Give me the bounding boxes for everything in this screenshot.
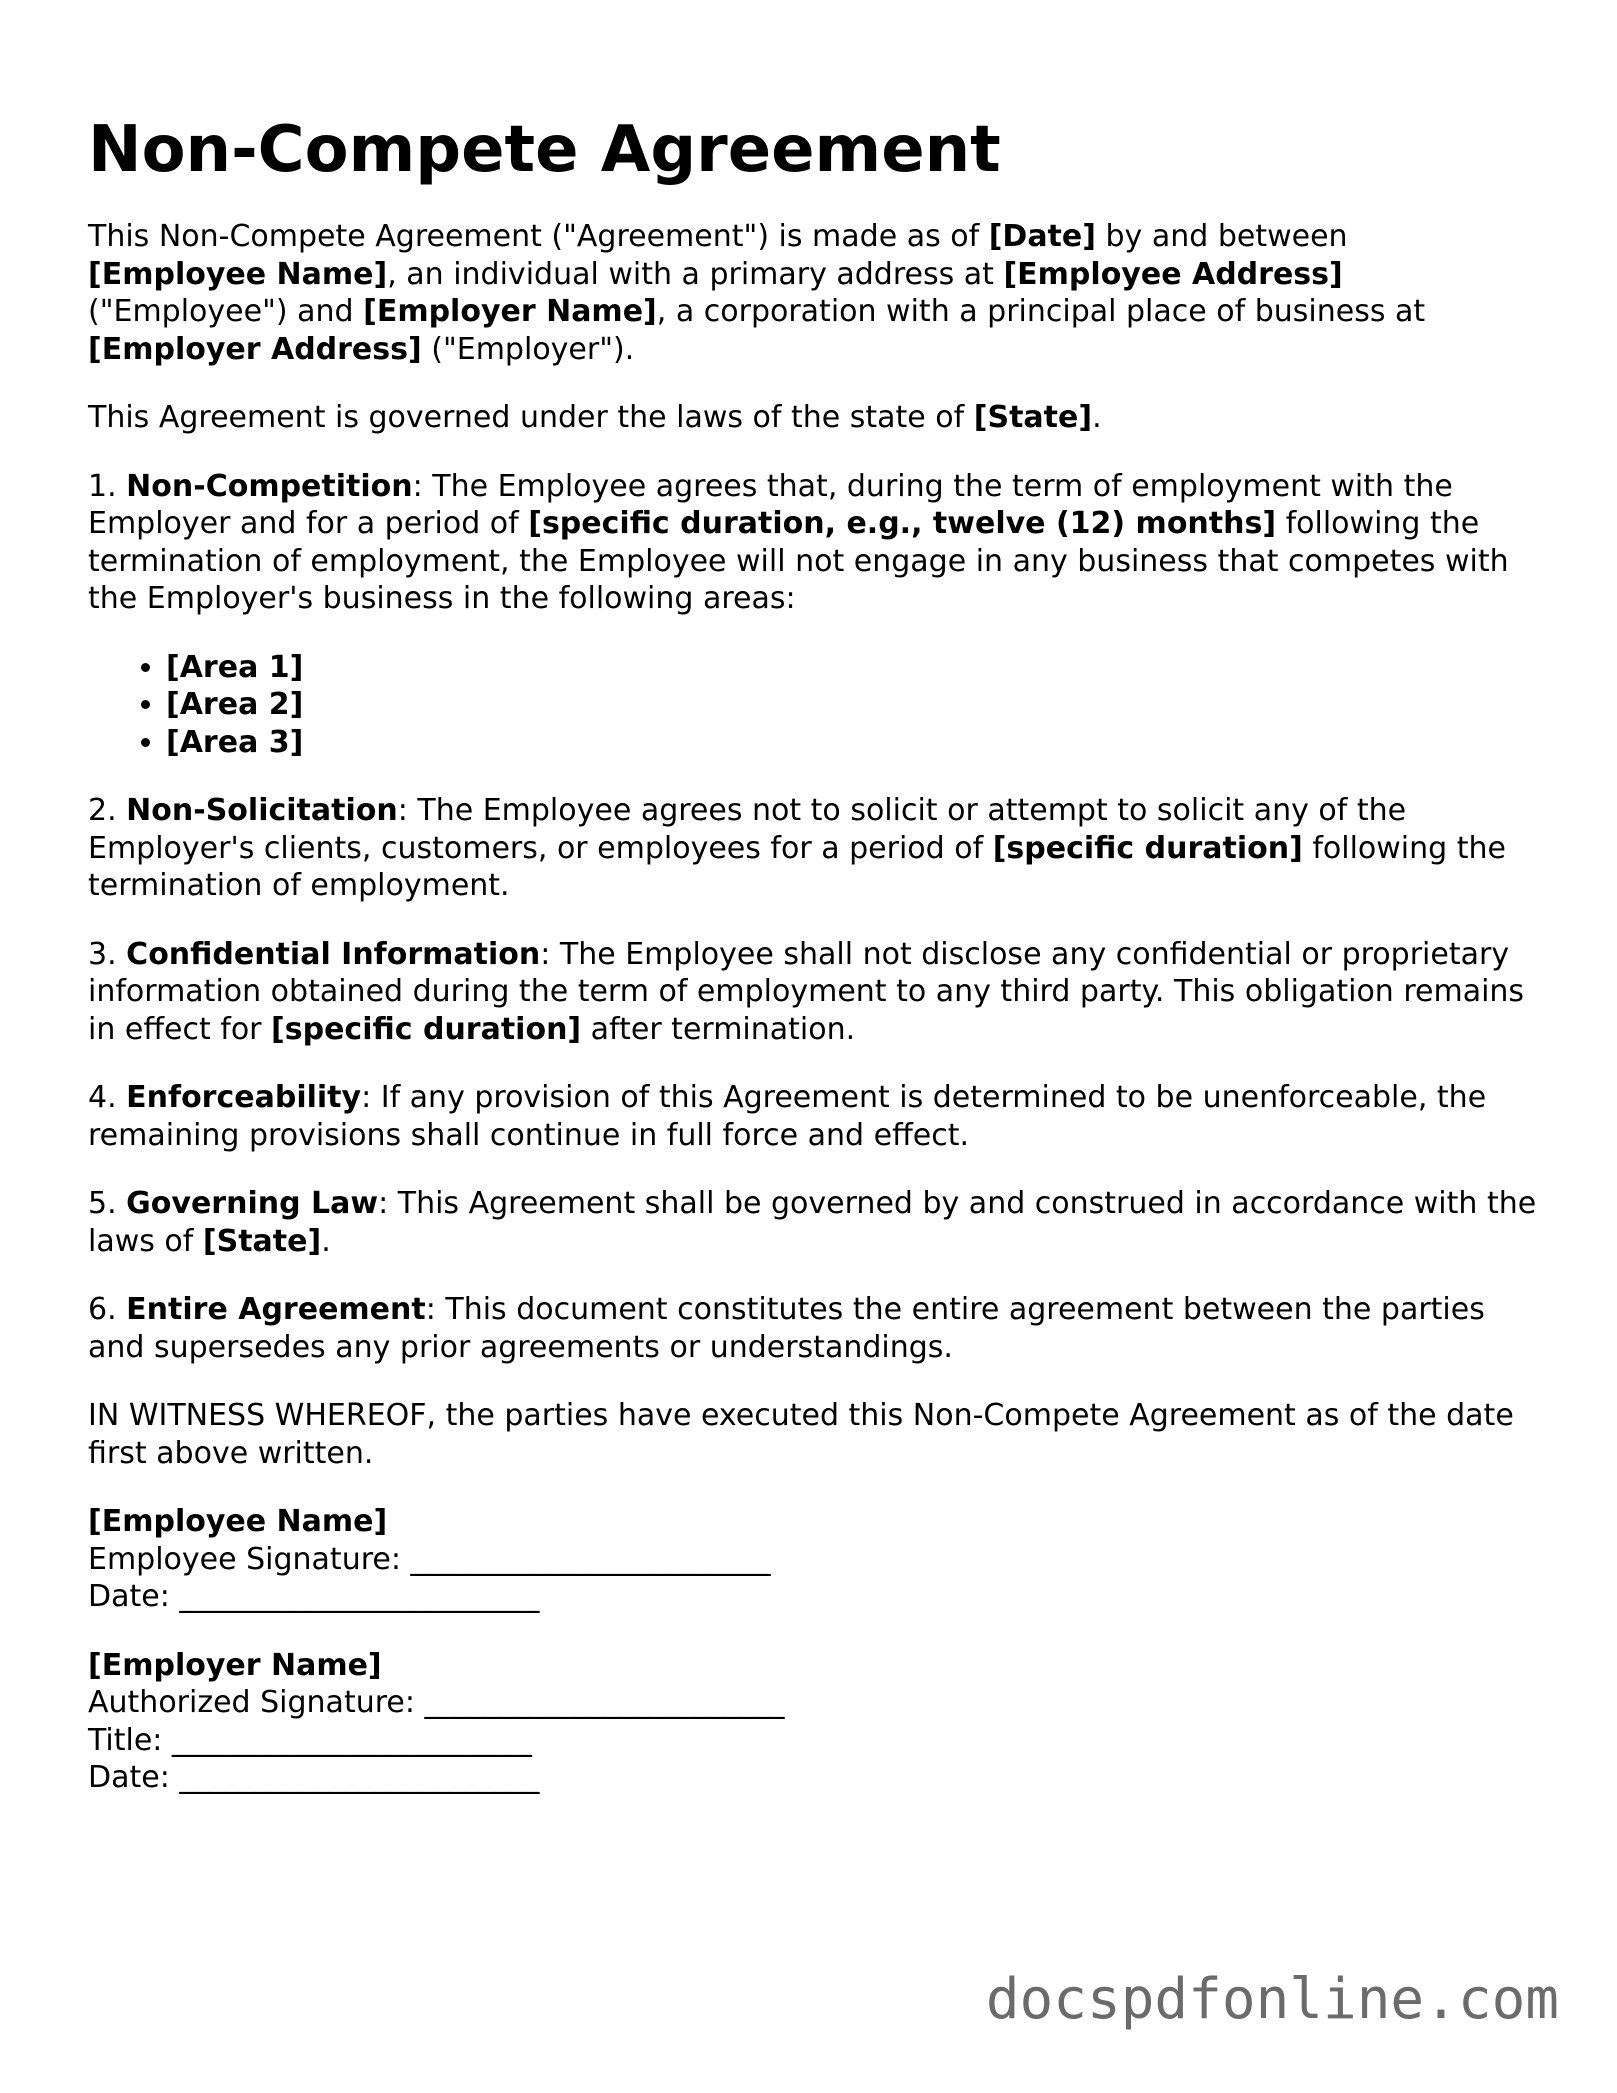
section-heading: Non-Solicitation <box>126 793 398 828</box>
section-non-solicitation: 2. Non-Solicitation: The Employee agrees not to solicit or attempt to solicit any of the Employer's clients, customers, or employees for a period of [specific duration] following the termination of employment. <box>88 793 1506 903</box>
list-item: • [Area 3] <box>166 724 1548 762</box>
list-item: • [Area 1] <box>166 649 1548 687</box>
employer-signature-block <box>88 1647 1548 1797</box>
section-confidential-information: 3. Confidential Information: The Employee shall not disclose any confidential or proprietary information obtained during the term of employment to any third party. This obligation remains in effect for [specific duration] after termination. <box>88 936 1525 1047</box>
employer-name-label: [Employer Name] <box>88 1647 382 1683</box>
section-heading: Entire Agreement <box>126 1292 426 1327</box>
witness-paragraph: IN WITNESS WHEREOF, the parties have executed this Non-Compete Agreement as of the date first above written. <box>88 1398 1514 1471</box>
areas-list <box>88 649 1548 762</box>
employer-date-line: Date: ________________________ <box>88 1760 540 1795</box>
governed-paragraph: This Agreement is governed under the laws of the state of [State]. <box>88 400 1102 435</box>
employee-signature-line: Employee Signature: ________________________ <box>88 1541 771 1577</box>
employee-name-label: [Employee Name] <box>88 1504 388 1539</box>
employee-date-line: Date: ________________________ <box>88 1579 540 1614</box>
section-enforceability: 4. Enforceability: If any provision of this Agreement is determined to be unenforceable, the remaining provisions shall continue in full force and effect. <box>88 1080 1487 1153</box>
section-governing-law: 5. Governing Law: This Agreement shall be governed by and construed in accordance with the laws of [State]. <box>88 1186 1537 1259</box>
employee-signature-block <box>88 1503 1548 1616</box>
employer-signature-line: Authorized Signature: ________________________ <box>88 1685 785 1720</box>
section-entire-agreement: 6. Entire Agreement: This document constitutes the entire agreement between the parties and supersedes any prior agreements or understandings. <box>88 1292 1485 1365</box>
document-title: Non-Compete Agreement <box>88 113 1001 187</box>
list-item: • [Area 2] <box>166 686 1548 724</box>
document-page <box>88 110 1548 1828</box>
section-heading: Governing Law <box>126 1186 379 1221</box>
intro-paragraph: This Non-Compete Agreement ("Agreement") is made as of [Date] by and between [Employee Name], an individual with a primary address at [Employee Address] ("Employee") and [Employer Name], a corporation with a principal place of business at [Employer Address] ("Employer"). <box>88 219 1426 367</box>
watermark: docspdfonline.com <box>985 1967 1559 2032</box>
employer-title-line: Title: ________________________ <box>88 1722 532 1758</box>
section-heading: Confidential Information <box>126 936 541 972</box>
section-heading: Enforceability <box>126 1080 362 1115</box>
section-heading: Non-Competition <box>126 468 413 504</box>
section-non-competition: 1. Non-Competition: The Employee agrees that, during the term of employment with the Employer and for a period of [specific duration, e.g., twelve (12) months] following the termination of employment, the Employee will not engage in any business that competes with the Employer's business in the following areas: <box>88 468 1509 616</box>
